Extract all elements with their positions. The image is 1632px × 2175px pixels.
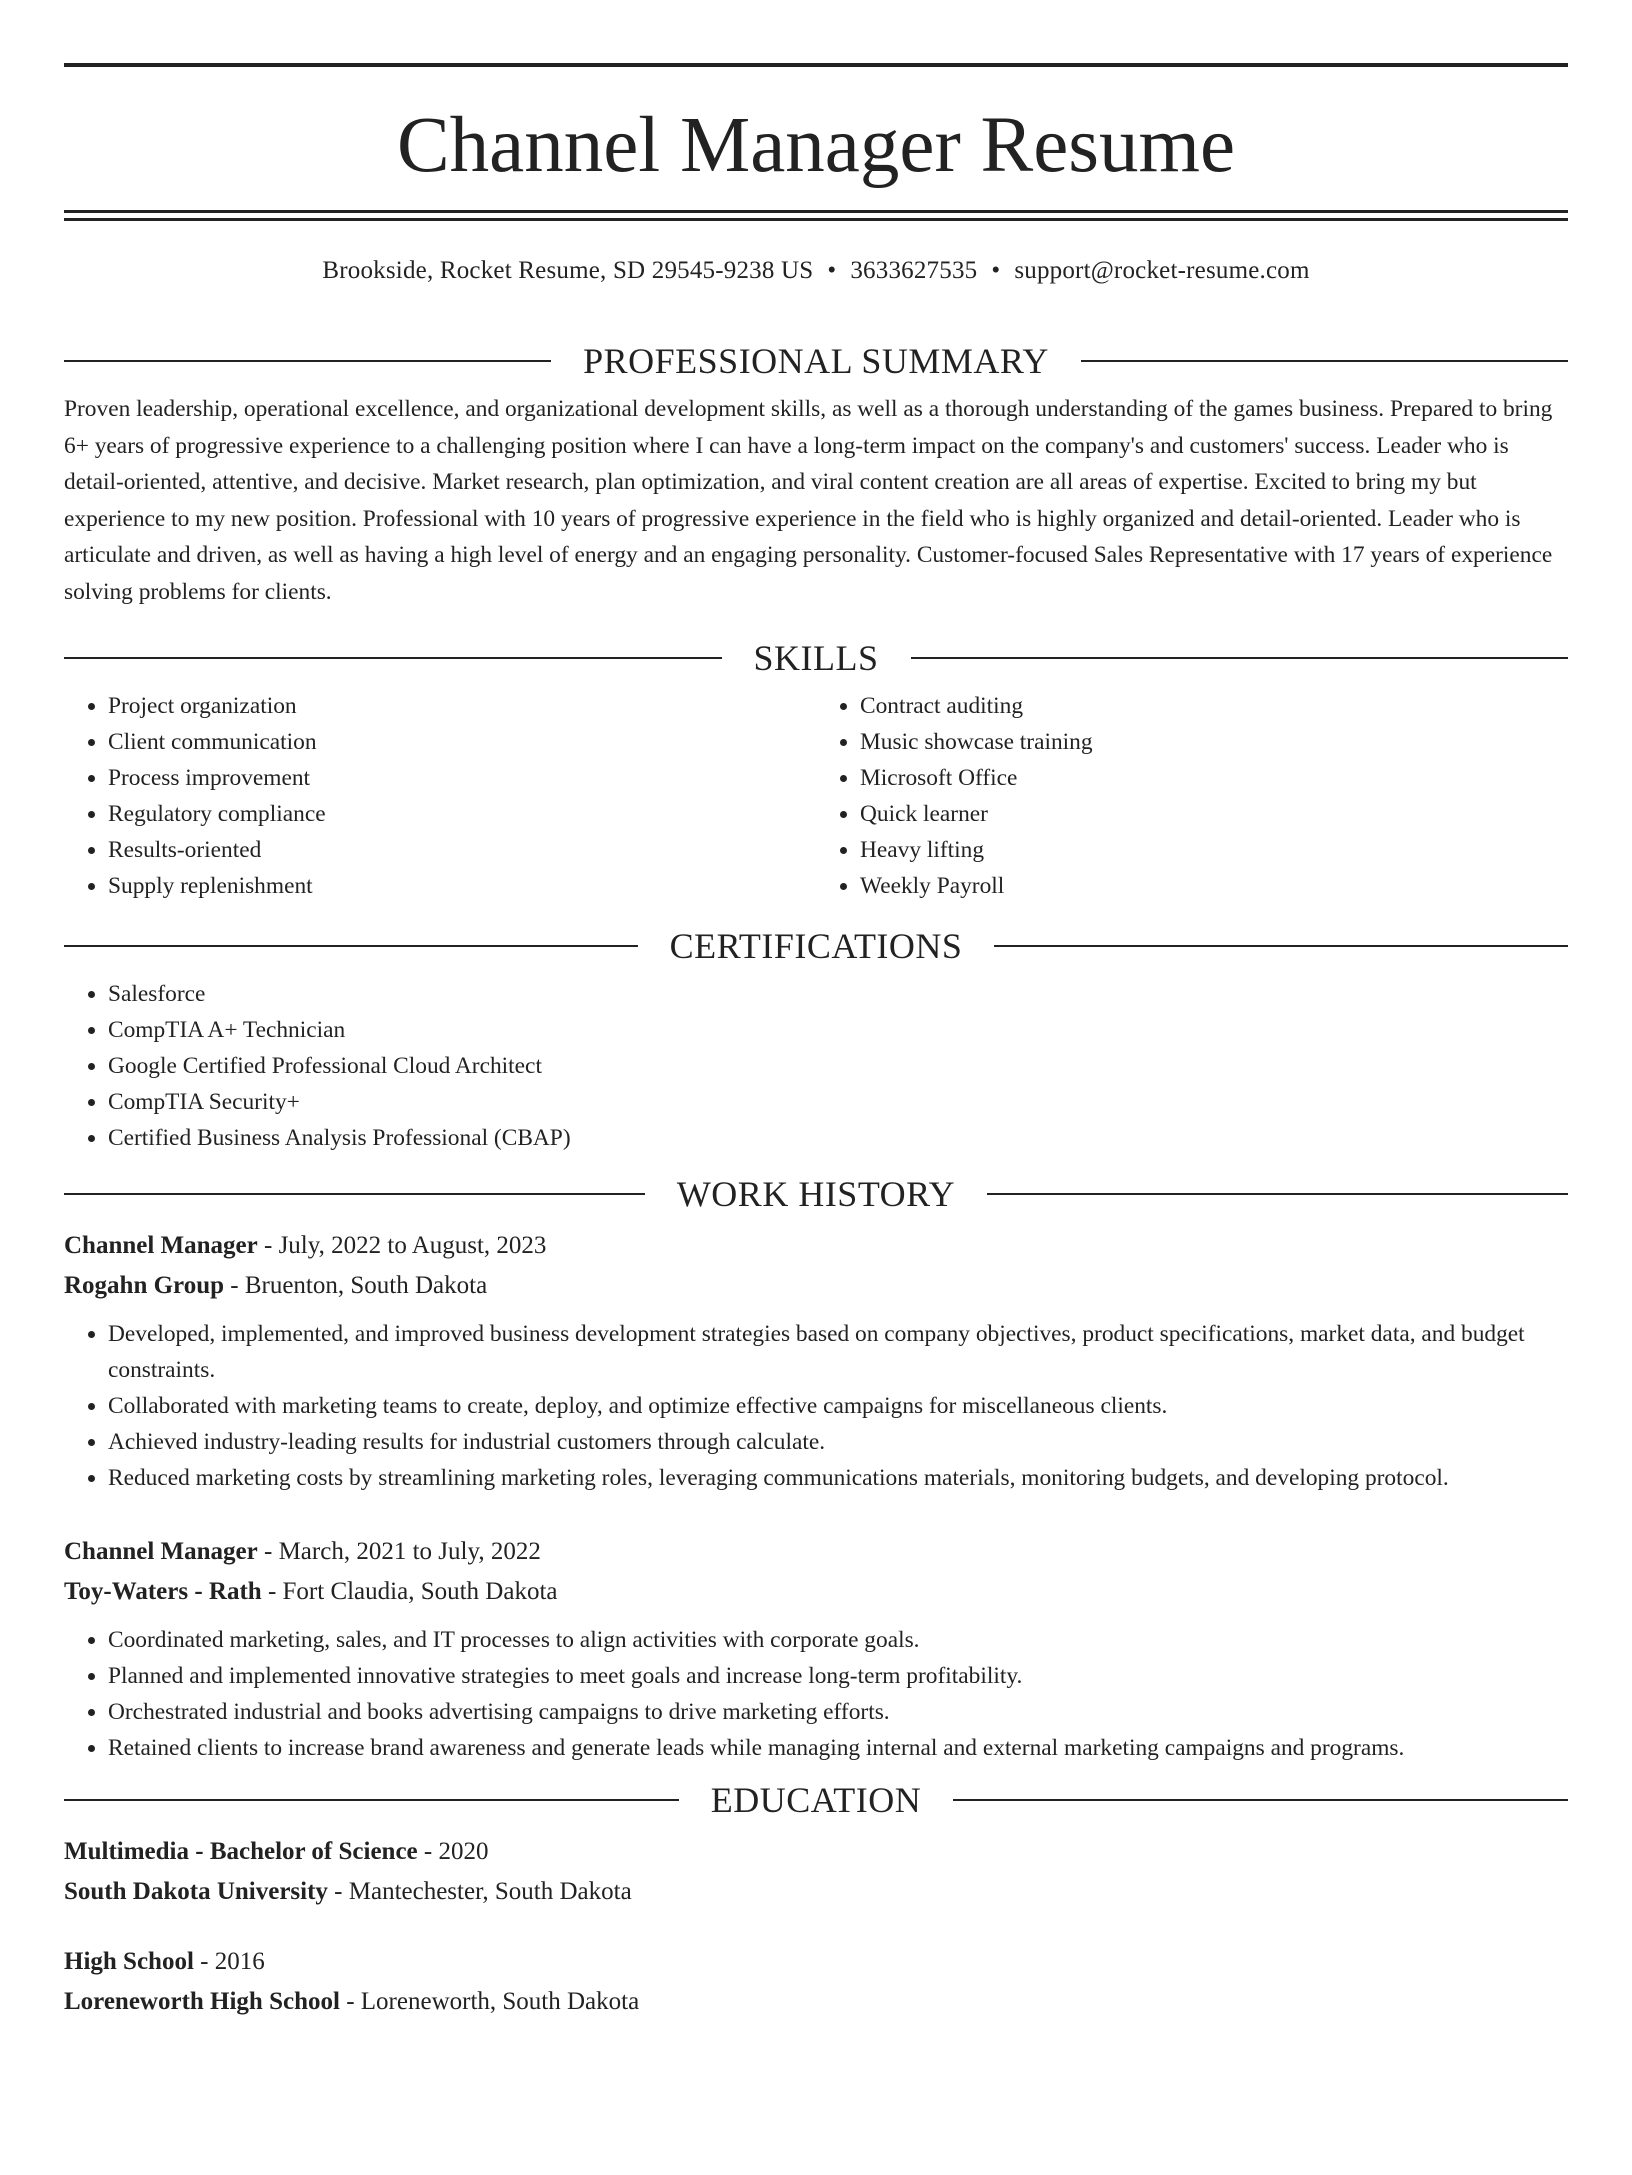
- education-degree: High School: [64, 1948, 194, 1975]
- job-company-line: [64, 1266, 1568, 1306]
- certification-item: • CompTIA A+ Technician: [108, 1012, 1568, 1048]
- section-heading-education: [64, 1780, 1568, 1820]
- certification-item: • CompTIA Security+: [108, 1084, 1568, 1120]
- education-year: - 2020: [417, 1838, 489, 1865]
- education-heading: EDUCATION: [710, 1780, 922, 1820]
- work-history-heading: WORK HISTORY: [676, 1174, 956, 1214]
- heading-rule-right: [953, 1799, 1568, 1801]
- skill-item: • Results-oriented: [108, 832, 816, 868]
- contact-email: support@rocket-resume.com: [1014, 257, 1310, 284]
- education-degree-line: [64, 1942, 1568, 1982]
- heading-rule-right: [987, 1193, 1568, 1195]
- job-bullet: • Planned and implemented innovative strategies to meet goals and increase long-term profitability.: [108, 1658, 1568, 1694]
- job-bullets: [64, 1316, 1568, 1496]
- certification-item: • Certified Business Analysis Professional (CBAP): [108, 1120, 1568, 1156]
- education-degree: Multimedia - Bachelor of Science: [64, 1838, 418, 1865]
- education-entry: [64, 1942, 1568, 2022]
- education-school-line: [64, 1872, 1568, 1912]
- heading-rule-left: [64, 1193, 645, 1195]
- job-bullet: • Orchestrated industrial and books advertising campaigns to drive marketing efforts.: [108, 1694, 1568, 1730]
- job-entry: [64, 1532, 1568, 1766]
- education-location: - Mantechester, South Dakota: [327, 1878, 632, 1905]
- resume-title: Channel Manager Resume: [396, 102, 1236, 189]
- job-bullet: • Reduced marketing costs by streamlining marketing roles, leveraging communications materials, monitoring budgets, and developing protocol.: [108, 1460, 1568, 1496]
- skill-item: • Microsoft Office: [860, 760, 1568, 796]
- contact-address: Brookside, Rocket Resume, SD 29545-9238 US: [322, 257, 814, 284]
- heading-rule-left: [64, 945, 638, 947]
- job-entry: [64, 1226, 1568, 1496]
- section-heading-summary: [64, 341, 1568, 381]
- skills-heading: SKILLS: [753, 638, 879, 678]
- title-double-rule: [64, 210, 1568, 221]
- summary-text: Proven leadership, operational excellence, and organizational development skills, as well as a thorough understanding of the games business. Prepared to bring 6+ years of progressive experience to a challenging position where I can have a long-term impact on the company's and customers' success. Leader who is detail-oriented, attentive, and decisive. Market research, plan optimization, and viral content creation are all areas of expertise. Excited to bring my but experience to my new position. Professional with 10 years of progressive experience in the field who is highly organized and detail-oriented. Leader who is articulate and driven, as well as having a high level of energy and an engaging personality. Customer-focused Sales Representative with 17 years of experience solving problems for clients.: [64, 396, 1553, 605]
- job-role: Channel Manager: [64, 1232, 258, 1259]
- job-role: Channel Manager: [64, 1538, 258, 1565]
- contact-separator: •: [991, 257, 1001, 284]
- contact-separator: •: [827, 257, 837, 284]
- job-company: Toy-Waters - Rath: [64, 1578, 262, 1605]
- skills-list-right: [816, 688, 1568, 904]
- skill-item: • Heavy lifting: [860, 832, 1568, 868]
- skill-item: • Regulatory compliance: [108, 796, 816, 832]
- contact-phone: 3633627535: [850, 257, 978, 284]
- job-bullet: • Retained clients to increase brand awareness and generate leads while managing internal and external marketing campaigns and programs.: [108, 1730, 1568, 1766]
- skills-list-left: [64, 688, 816, 904]
- job-role-line: [64, 1226, 1568, 1266]
- resume-page: [0, 63, 1632, 2175]
- skill-item: • Weekly Payroll: [860, 868, 1568, 904]
- job-bullet: • Achieved industry-leading results for industrial customers through calculate.: [108, 1424, 1568, 1460]
- education-entry: [64, 1832, 1568, 1912]
- section-heading-skills: [64, 638, 1568, 678]
- certifications-heading: CERTIFICATIONS: [669, 926, 963, 966]
- education-location: - Loreneworth, South Dakota: [339, 1988, 640, 2015]
- job-dates: - March, 2021 to July, 2022: [257, 1538, 541, 1565]
- top-rule: [64, 63, 1568, 67]
- job-bullets: [64, 1622, 1568, 1766]
- education-school: Loreneworth High School: [64, 1988, 340, 2015]
- education-degree-line: [64, 1832, 1568, 1872]
- education-school: South Dakota University: [64, 1878, 328, 1905]
- skill-item: • Supply replenishment: [108, 868, 816, 904]
- heading-rule-right: [994, 945, 1568, 947]
- skill-item: • Project organization: [108, 688, 816, 724]
- certification-item: • Google Certified Professional Cloud Architect: [108, 1048, 1568, 1084]
- certification-item: • Salesforce: [108, 976, 1568, 1012]
- heading-rule-left: [64, 1799, 679, 1801]
- education-year: - 2016: [193, 1948, 265, 1975]
- job-company-line: [64, 1572, 1568, 1612]
- heading-rule-left: [64, 657, 722, 659]
- section-heading-work-history: [64, 1174, 1568, 1214]
- skill-item: • Contract auditing: [860, 688, 1568, 724]
- job-dates: - July, 2022 to August, 2023: [257, 1232, 547, 1259]
- certifications-list: [64, 976, 1568, 1156]
- skills-columns: [64, 688, 1568, 904]
- education-school-line: [64, 1982, 1568, 2022]
- skill-item: • Process improvement: [108, 760, 816, 796]
- job-location: - Fort Claudia, South Dakota: [261, 1578, 558, 1605]
- skill-item: • Client communication: [108, 724, 816, 760]
- skill-item: • Quick learner: [860, 796, 1568, 832]
- job-bullet: • Collaborated with marketing teams to create, deploy, and optimize effective campaigns for miscellaneous clients.: [108, 1388, 1568, 1424]
- job-role-line: [64, 1532, 1568, 1572]
- section-heading-certifications: [64, 926, 1568, 966]
- heading-rule-left: [64, 360, 551, 362]
- job-location: - Bruenton, South Dakota: [224, 1272, 488, 1299]
- summary-heading: PROFESSIONAL SUMMARY: [583, 341, 1049, 381]
- job-bullet: • Developed, implemented, and improved business development strategies based on company objectives, product specifications, market data, and budget constraints.: [108, 1316, 1568, 1388]
- heading-rule-right: [911, 657, 1569, 659]
- job-company: Rogahn Group: [64, 1272, 225, 1299]
- job-gap: [64, 1496, 1568, 1532]
- contact-line: [64, 257, 1568, 291]
- job-bullet: • Coordinated marketing, sales, and IT processes to align activities with corporate goals.: [108, 1622, 1568, 1658]
- heading-rule-right: [1081, 360, 1568, 362]
- skill-item: • Music showcase training: [860, 724, 1568, 760]
